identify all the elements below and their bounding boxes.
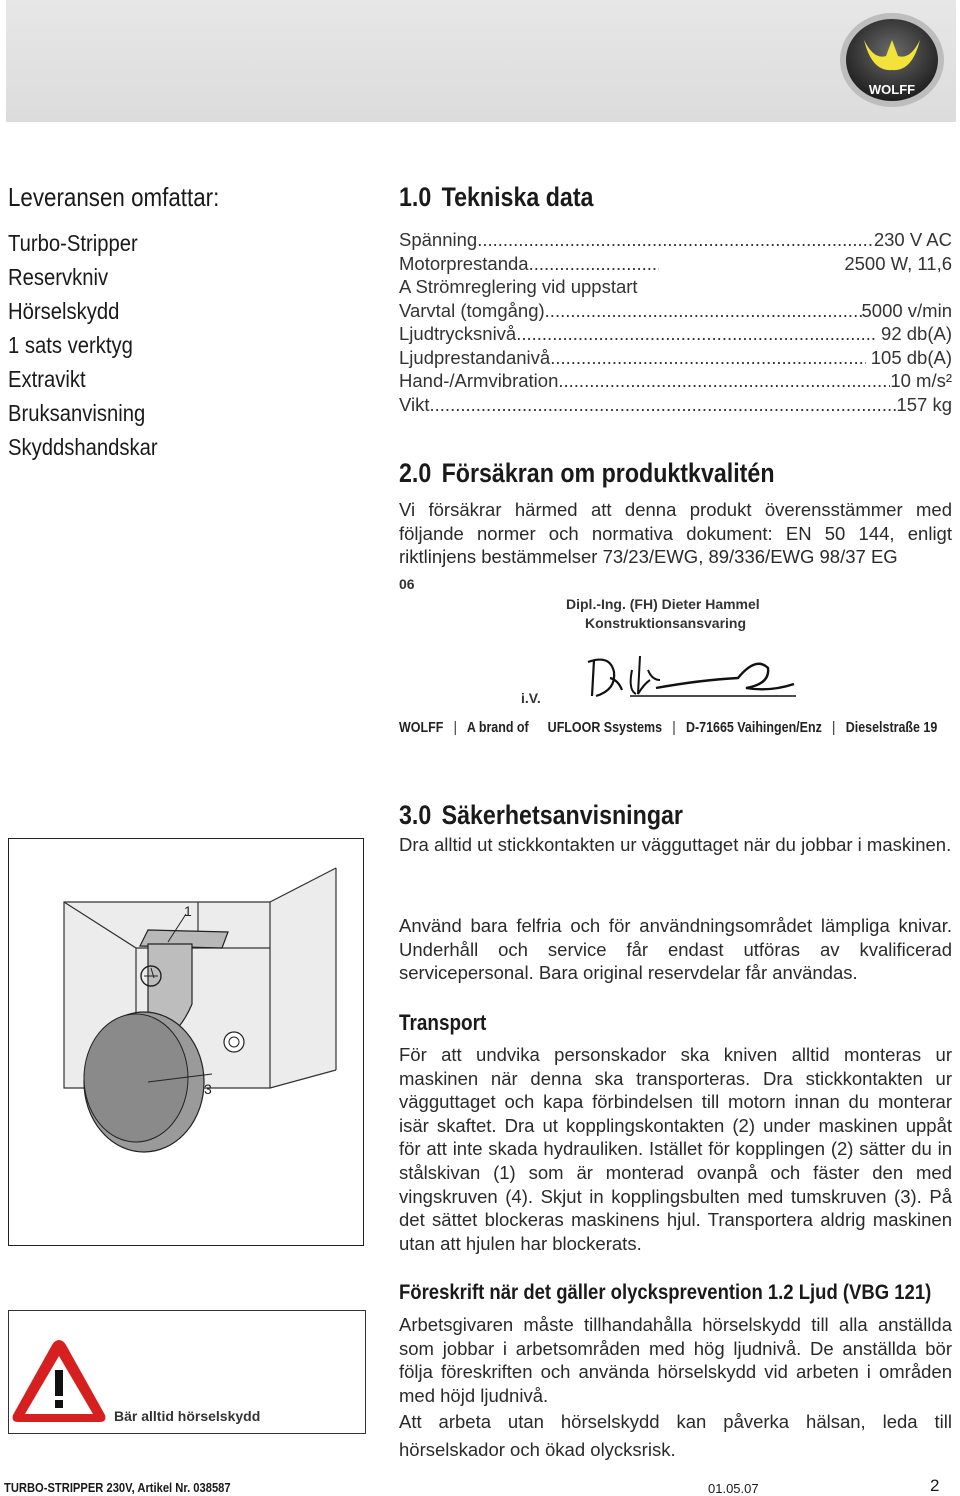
spec-row: Hand-/Armvibration ..... 10 m/s² (399, 369, 952, 393)
transport-heading: Transport (399, 1010, 487, 1035)
list-item: Bruksanvisning (8, 400, 146, 426)
wolff-logo (836, 10, 948, 110)
section-number: 1.0 (399, 182, 432, 212)
list-item: Hörselskydd (8, 298, 120, 324)
footer-date: 01.05.07 (708, 1481, 759, 1496)
figure-label-3: 3 (204, 1081, 212, 1097)
iv-label: i.V. (521, 690, 541, 706)
delivery-title: Leveransen omfattar: (8, 182, 220, 212)
company-name: WOLFF (399, 720, 444, 736)
regulation-heading: Föreskrift när det gäller olycksprevention 1.2 Ljud (VBG 121) (399, 1280, 932, 1304)
conformity-paragraph: Vi försäkrar härmed att denna produkt överensstämmer med följande normer och normativa dokument: EN 50 144, enligt riktlinjens bestämmelser 73/23/EWG, 89/336/EWG 98/37 EG (399, 499, 952, 568)
list-item: 1 sats verktyg (8, 332, 133, 358)
list-item: Skyddshandskar (8, 434, 158, 460)
page-number: 2 (930, 1476, 940, 1495)
spec-row: A Strömreglering vid uppstart (399, 276, 638, 297)
figure-label-1: 1 (184, 903, 192, 919)
year-label: 06 (399, 576, 415, 592)
spec-row: Ljudtrycksnivå ..... 92 db(A) (399, 322, 952, 346)
signer-name: Dipl.-Ing. (FH) Dieter Hammel (566, 596, 760, 612)
parent-company: UFLOOR Ssystems (547, 720, 663, 736)
spec-row: Ljudprestandanivå ..... 105 db(A) (399, 346, 952, 370)
warning-text: Bär alltid hörselskydd (114, 1408, 261, 1424)
section-3-heading (399, 800, 683, 831)
list-item: Extravikt (8, 366, 86, 392)
header-bar (6, 0, 956, 122)
company-street: Dieselstraße 19 (845, 720, 938, 736)
signature-image (570, 650, 810, 710)
safety-paragraph-2: Använd bara felfria och för användningsområdet lämpliga knivar. Underhåll och service får endast utföras av kvalificerad servicepersonal. Bara original reservdelar får användas. (399, 915, 952, 984)
section-number: 2.0 (399, 458, 432, 488)
spec-row: Motorprestanda ..... 2500 W, 11,6 (399, 252, 952, 276)
footer-product: TURBO-STRIPPER 230V, Artikel Nr. 038587 (4, 1480, 231, 1495)
company-line: WOLFF | A brand of UFLOOR Ssystems | D-71665 Vaihingen/Enz | Dieselstraße 19 (399, 720, 938, 736)
list-item: Reservkniv (8, 264, 109, 290)
section-title: Försäkran om produktkvalitén (441, 458, 775, 488)
regulation-paragraph: Arbetsgivaren måste tillhandahålla hörselskydd till alla anställda som jobbar i arbetsområden med hög ljudnivå. De anställda bör följa föreskriften och använda hörselskydd vid arbeten i områden med höjd ljudnivå. (399, 1314, 952, 1406)
transport-paragraph: För att undvika personskador ska kniven alltid monteras ur maskinen när denna ska transporteras. Dra stickkontakten ur vägguttaget och kapa förbindelsen till motorn innan du monterar isär skaftet. Dra ut kopplingskontakten (2) under maskinen uppåt för att inte skada hydrauliken. Istället för kopplingen (2) sätter du in stålskivan (1) som är monterad ovanpå och fäster den med vingskruven (4). Skjut in kopplingsbulten med tumskruven (3). På det sättet blockeras maskinens hjul. Transportera aldrig maskinen utan att hjulen har blockerats. (399, 1044, 952, 1254)
safety-paragraph-1: Dra alltid ut stickkontakten ur vägguttaget när du jobbar i maskinen. (399, 834, 952, 855)
spec-row: Vikt ..... 157 kg (399, 393, 952, 417)
section-1-heading (399, 182, 593, 213)
tech-specs (399, 228, 952, 416)
list-item: Turbo-Stripper (8, 230, 138, 256)
spec-row: Varvtal (tomgång) ..... 5000 v/min (399, 299, 952, 323)
brand-of: A brand of (466, 720, 529, 736)
logo-text: WOLFF (868, 82, 916, 97)
section-number: 3.0 (399, 800, 432, 830)
section-title: Säkerhetsanvisningar (441, 800, 683, 830)
delivery-list (8, 226, 178, 464)
regulation-paragraph-2: Att arbeta utan hörselskydd kan påverka hälsan, leda till hörselskador och ökad olycksrisk. (399, 1411, 952, 1460)
signer-role: Konstruktionsansvaring (585, 615, 747, 631)
section-title: Tekniska data (441, 182, 594, 212)
machine-figure (8, 838, 364, 1246)
company-city: D-71665 Vaihingen/Enz (685, 720, 822, 736)
section-2-heading (399, 458, 775, 489)
warning-triangle-icon (10, 1336, 108, 1426)
spec-row: Spänning ..... 230 V AC (399, 228, 952, 252)
